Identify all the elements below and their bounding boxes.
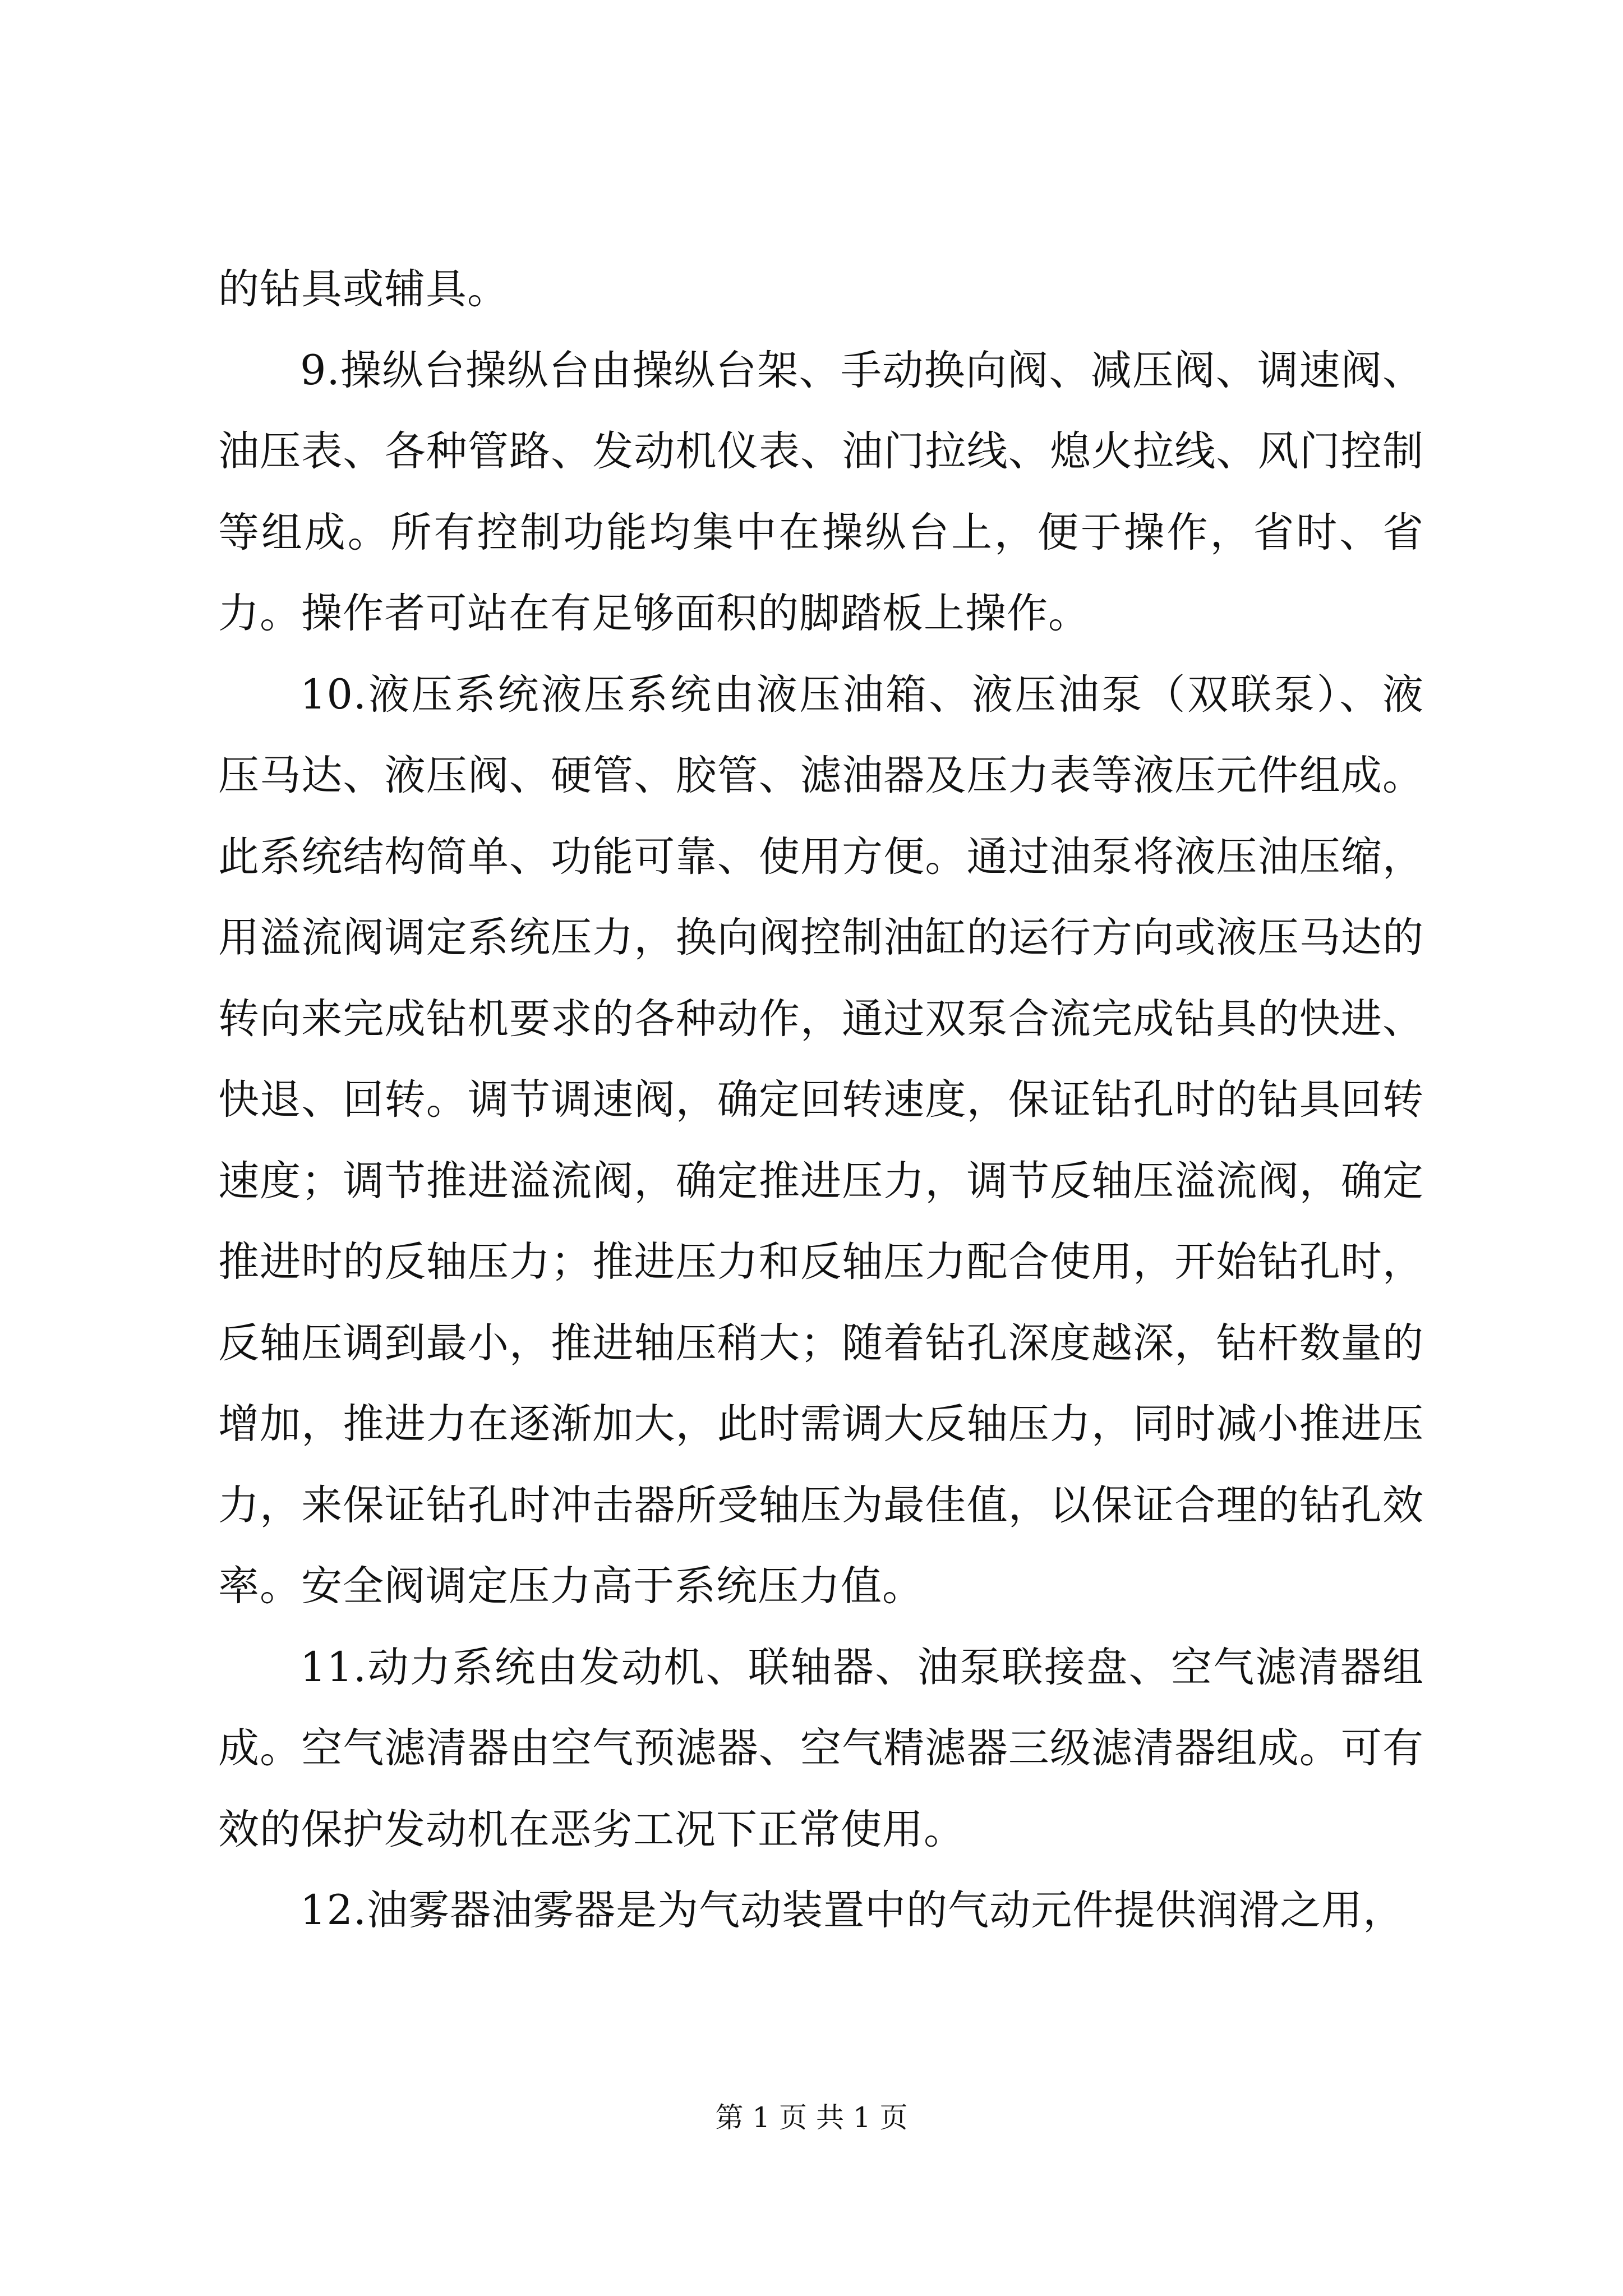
page-footer: 第 1 页 共 1 页: [715, 2101, 908, 2134]
paragraph-11-power-system: 11.动力系统由发动机、联轴器、油泵联接盘、空气滤清器组成。空气滤清器由空气预滤器、空气精滤器三级滤清器组成。可有效的保护发动机在恶劣工况下正常使用。: [218, 1643, 1424, 1853]
paragraph-12-oil-mist: 12.油雾器油雾器是为气动装置中的气动元件提供润滑之用，: [300, 1887, 1405, 1934]
paragraph-continuation: 的钻具或辅具。: [218, 265, 509, 313]
paragraph-9-console: 9.操纵台操纵台由操纵台架、手动换向阀、减压阀、调速阀、油压表、各种管路、发动机仪表、油门拉线、熄火拉线、风门控制等组成。所有控制功能均集中在操纵台上，便于操作，省时、省力。操作者可站在有足够面积的脚踏板上操作。: [218, 346, 1424, 637]
document-body: [218, 249, 1424, 1952]
paragraph-10-hydraulic-system: 10.液压系统液压系统由液压油箱、液压油泵（双联泵）、液压马达、液压阀、硬管、胶管、滤油器及压力表等液压元件组成。此系统结构简单、功能可靠、使用方便。通过油泵将液压油压缩，用溢流阀调定系统压力，换向阀控制油缸的运行方向或液压马达的转向来完成钻机要求的各种动作，通过双泵合流完成钻具的快进、快退、回转。调节调速阀，确定回转速度，保证钻孔时的钻具回转速度；调节推进溢流阀，确定推进压力，调节反轴压溢流阀，确定推进时的反轴压力；推进压力和反轴压力配合使用，开始钻孔时，反轴压调到最小，推进轴压稍大；随着钻孔深度越深，钻杆数量的增加，推进力在逐渐加大，此时需调大反轴压力，同时减小推进压力，来保证钻孔时冲击器所受轴压为最佳值，以保证合理的钻孔效率。安全阀调定压力高于系统压力值。: [218, 670, 1424, 1610]
